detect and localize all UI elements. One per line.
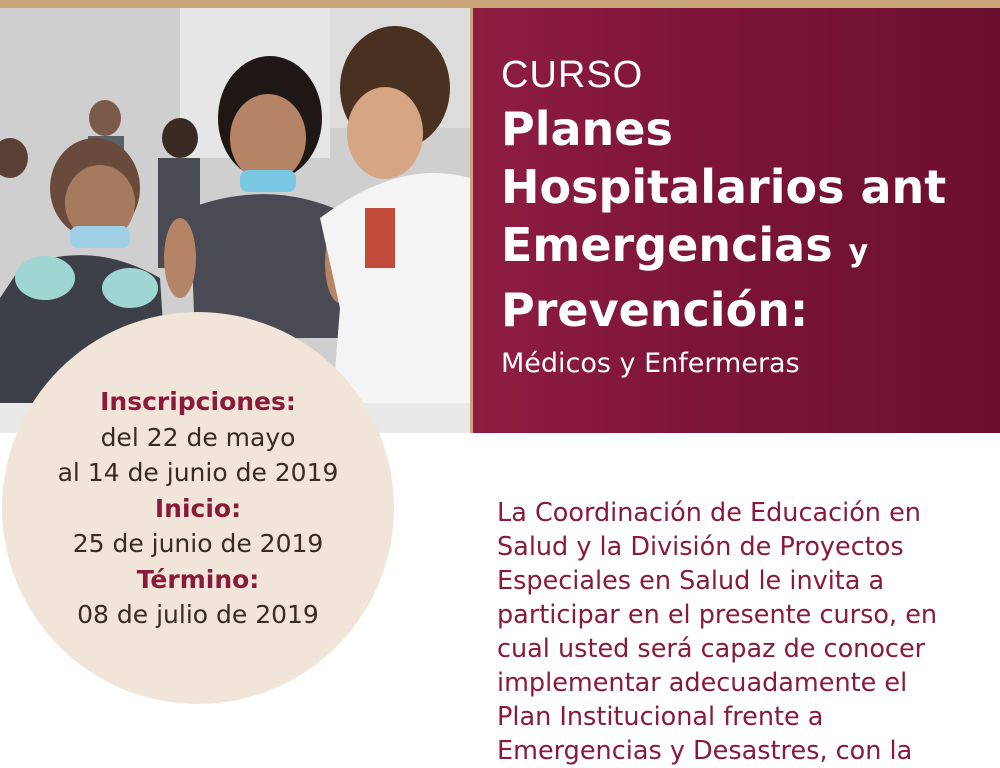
start-date: 25 de junio de 2019 <box>72 529 324 558</box>
course-dates <box>2 384 394 633</box>
title-line: Hospitalarios ant <box>501 160 947 214</box>
course-label: CURSO <box>501 54 644 96</box>
registration-label: Inscripciones: <box>100 387 296 416</box>
registration-period-start: del 22 de mayo <box>100 422 296 452</box>
description-line: participar en el presente curso, en <box>497 600 938 630</box>
title-line: Planes <box>501 102 673 156</box>
description-line: Salud y la División de Proyectos <box>497 532 904 562</box>
top-accent-rule <box>0 0 1000 8</box>
title-line-text: Emergencias <box>501 218 833 272</box>
course-description <box>497 496 1000 768</box>
course-title <box>501 100 1000 339</box>
description-line: Plan Institucional frente a <box>497 702 824 732</box>
course-subtitle: Médicos y Enfermeras <box>501 348 800 379</box>
description-line: Emergencias y Desastres, con la <box>497 736 913 766</box>
registration-period-end: al 14 de junio de 2019 <box>57 458 339 487</box>
description-line: Especiales en Salud le invita a <box>497 566 885 596</box>
course-title-panel <box>470 8 1000 433</box>
start-label: Inicio: <box>154 493 242 523</box>
title-line: Prevención: <box>501 283 809 337</box>
end-date: 08 de julio de 2019 <box>77 600 319 629</box>
title-connector: y <box>848 234 869 269</box>
end-label: Término: <box>136 564 260 594</box>
description-line: La Coordinación de Educación en <box>497 498 921 528</box>
description-line: implementar adecuadamente el <box>497 668 908 698</box>
title-line <box>501 216 1000 281</box>
description-line: cual usted será capaz de conocer <box>497 634 926 664</box>
